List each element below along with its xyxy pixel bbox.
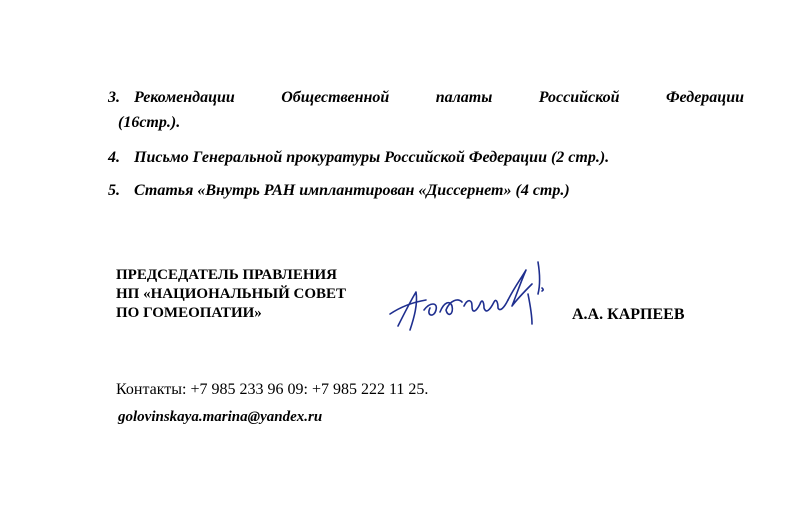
- attachment-text: Рекомендации Общественной палаты Российской Федерации: [134, 89, 744, 106]
- signer-title: [116, 266, 346, 323]
- attachment-item-4: [108, 148, 609, 168]
- contact-email[interactable]: golovinskaya.marina@yandex.ru: [118, 409, 323, 425]
- signer-title-line: ПРЕДСЕДАТЕЛЬ ПРАВЛЕНИЯ: [116, 267, 338, 283]
- signer-title-line: ПО ГОМЕОПАТИИ»: [116, 305, 262, 321]
- signer-name: А.А. КАРПЕЕВ: [572, 306, 685, 323]
- attachment-number: 4.: [108, 149, 120, 166]
- attachment-item-3-continuation: (16стр.).: [118, 114, 181, 131]
- contact-phones: Контакты: +7 985 233 96 09: +7 985 222 11 25.: [116, 381, 429, 398]
- handwritten-signature: [380, 244, 580, 344]
- attachment-number: 3.: [108, 89, 120, 106]
- signer-title-line: НП «НАЦИОНАЛЬНЫЙ СОВЕТ: [116, 286, 347, 302]
- attachment-item-3: [108, 88, 744, 108]
- attachment-item-5: [108, 181, 570, 201]
- attachment-text: Письмо Генеральной прокуратуры Российской Федерации (2 стр.).: [134, 149, 610, 166]
- attachment-text: Статья «Внутрь РАН имплантирован «Диссернет» (4 стр.): [134, 182, 570, 199]
- attachment-number: 5.: [108, 182, 120, 199]
